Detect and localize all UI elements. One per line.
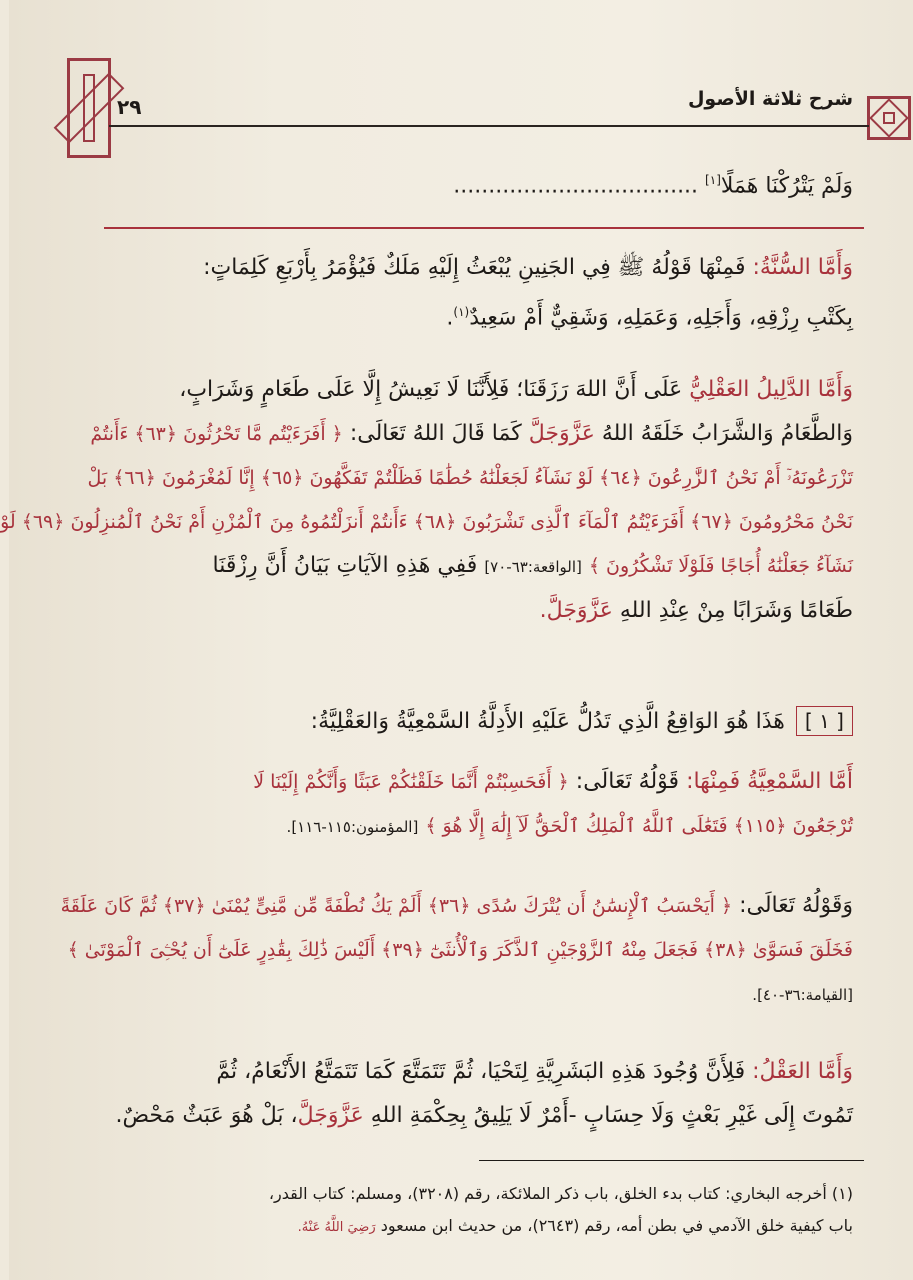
footnote-mark: (١): [453, 305, 470, 319]
footnote-separator: [479, 1160, 864, 1161]
quran-verse: ﴿ أَيَحْسَبُ ٱلْإِنسَٰنُ أَن يُتْرَكَ سُدًى ﴿٣٦﴾ أَلَمْ يَكُ نُطْفَةً مِّن مَّنِىٍّ يُمْنَىٰ ﴿٣٧﴾ ثُمَّ كَانَ عَلَقَةً: [60, 895, 733, 917]
honorific: عَزَّوَجَلَّ: [528, 421, 595, 446]
qiyama-lead: وَقَوْلُهُ تَعَالَى:: [739, 893, 853, 918]
footnote-mark: [١]: [705, 173, 721, 187]
footnote-line-2: باب كيفية خلق الآدمي في بطن أمه، رقم (٢٦٤٣)، من حديث ابن مسعود: [380, 1216, 853, 1235]
sunnah-line-2: بِكَتْبِ رِزْقِهِ، وَأَجَلِهِ، وَعَمَلِهِ، وَشَقِيٌّ أَمْ سَعِيدٌ: [469, 305, 853, 331]
verse-reference: [الواقعة:٦٣-٧٠]: [484, 558, 582, 576]
footnote-line-1: (١) أخرجه البخاري: كتاب بدء الخلق، باب ذكر الملائكة، رقم (٣٢٠٨)، ومسلم: كتاب القدر،: [268, 1184, 853, 1203]
qiyama-paragraph: [60, 884, 853, 1017]
samiyyah-label: أَمَّا السَّمْعِيَّةُ فَمِنْهَا:: [686, 769, 853, 794]
quran-verse: نَحْنُ مَحْرُومُونَ ﴿٦٧﴾ أَفَرَءَيْتُمُ ٱلْمَآءَ ٱلَّذِى تَشْرَبُونَ ﴿٦٨﴾ ءَأَنتُمْ أَنزَلْتُمُوهُ مِنَ ٱلْمُزْنِ أَمْ نَحْنُ ٱلْمُنزِلُونَ ﴿٦٩﴾ لَوْ: [0, 511, 853, 533]
aql-paragraph: [67, 1050, 853, 1138]
aqli-line-4b: فَفِي هَذِهِ الآيَاتِ بَيَانُ أَنَّ رِزْقَنَا: [212, 553, 478, 578]
quran-verse: فَخَلَقَ فَسَوَّىٰ ﴿٣٨﴾ فَجَعَلَ مِنْهُ ٱلزَّوْجَيْنِ ٱلذَّكَرَ وَٱلْأُنثَىٰٓ ﴿٣٩﴾ أَلَيْسَ ذَٰلِكَ بِقَٰدِرٍ عَلَىٰٓ أَن يُحْـِۧىَ ٱلْمَوْتَىٰ ﴾: [67, 939, 853, 961]
aql-line-2a: تَمُوتَ إِلَى غَيْرِ بَعْثٍ وَلَا حِسَابٍ -أَمْرٌ لَا يَلِيقُ بِحِكْمَةِ اللهِ: [370, 1103, 853, 1128]
quran-verse: ﴿ أَفَرَءَيْتُم مَّا تَحْرُثُونَ ﴿٦٣﴾ ءَأَنتُمْ: [90, 423, 343, 445]
verse-reference: [القيامة:٣٦-٤٠].: [752, 986, 853, 1004]
book-title: شرح ثلاثة الأصول: [687, 88, 853, 110]
quran-verse: تُرْجَعُونَ ﴿١١٥﴾ فَتَعَٰلَى ٱللَّهُ ٱلْمَلِكُ ٱلْحَقُّ لَآ إِلَٰهَ إِلَّا هُوَ ﴾: [425, 815, 853, 837]
honorific: عَزَّوَجَلَّ.: [539, 598, 613, 623]
aqli-paragraph: [0, 368, 853, 633]
verse-reference: [المؤمنون:١١٥-١١٦].: [286, 818, 419, 836]
commentary-paragraph: [67, 700, 853, 744]
continuation-line: وَلَمْ يَتْرُكْنَا هَمَلًا: [720, 173, 853, 199]
sunnah-line-1: فَمِنْهَا قَوْلُهُ ﷺ فِي الجَنِينِ يُبْعَثُ إِلَيْهِ مَلَكٌ فَيُؤْمَرُ بِأَرْبَعِ كَلِمَاتٍ:: [203, 255, 746, 280]
honorific: رَضِيَ اللَّهُ عَنْهُ.: [297, 1220, 376, 1235]
aqli-line-2b: كَمَا قَالَ اللهُ تَعَالَى:: [349, 421, 522, 446]
footnote: [67, 1178, 853, 1244]
aqli-line-2a: وَالطَّعَامُ وَالشَّرَابُ خَلَقَهُ اللهُ: [601, 421, 853, 446]
dotted-leader: ...................................: [453, 173, 699, 199]
sunnah-label: وَأَمَّا السُّنَّةُ:: [752, 255, 853, 280]
aqli-line-1: عَلَى أَنَّ اللهَ رَزَقَنَا؛ فَلِأَنَّنَا لَا نَعِيشُ إِلَّا عَلَى طَعَامٍ وَشَرَابٍ،: [179, 377, 683, 402]
aqli-label: وَأَمَّا الدَّلِيلُ العَقْلِيُّ: [689, 377, 853, 402]
aql-label: وَأَمَّا العَقْلُ:: [752, 1059, 853, 1084]
quran-verse: ﴿ أَفَحَسِبْتُمْ أَنَّمَا خَلَقْنَٰكُمْ عَبَثًا وَأَنَّكُمْ إِلَيْنَا لَا: [253, 771, 569, 793]
quran-verse: نَشَآءُ جَعَلْنَٰهُ أُجَاجًا فَلَوْلَا تَشْكُرُونَ ﴾: [588, 555, 853, 577]
aql-line-1: فَلِأَنَّ وُجُودَ هَذِهِ البَشَرِيَّةِ لِتَحْيَا، ثُمَّ تَتَمَتَّعَ كَمَا تَتَمَتَّعُ الأَنْعَامُ، ثُمَّ: [216, 1059, 746, 1084]
samiyyah-lead: قَوْلُهُ تَعَالَى:: [575, 769, 680, 794]
aqli-line-5: طَعَامًا وَشَرَابًا مِنْ عِنْدِ اللهِ: [619, 598, 853, 623]
continuation-text: [67, 158, 853, 208]
commentary-number-badge: [ ١ ]: [796, 706, 853, 736]
commentary-line: هَذَا هُوَ الوَاقِعُ الَّذِي تَدُلُّ عَلَيْهِ الأَدِلَّةُ السَّمْعِيَّةُ وَالعَقْلِيَّةُ:: [310, 709, 785, 734]
header-rule: [109, 125, 869, 127]
aql-line-2b: ، بَلْ هُوَ عَبَثٌ مَحْضٌ.: [115, 1103, 298, 1128]
quran-verse: تَزْرَعُونَهُۥٓ أَمْ نَحْنُ ٱلزَّٰرِعُونَ ﴿٦٤﴾ لَوْ نَشَآءُ لَجَعَلْنَٰهُ حُطَٰمًا فَظَلْتُمْ تَفَكَّهُونَ ﴿٦٥﴾ إِنَّا لَمُغْرَمُونَ ﴿٦٦﴾ بَلْ: [87, 467, 853, 489]
section-separator: [104, 227, 864, 229]
page-number: ٢٩: [117, 95, 142, 119]
sunnah-paragraph: وَأَمَّا السُّنَّةُ: فَمِنْهَا قَوْلُهُ ﷺ فِي الجَنِينِ يُبْعَثُ إِلَيْهِ مَلَكٌ فَيُؤْمَرُ بِأَرْبَعِ كَلِمَاتٍ: بِكَتْبِ رِزْقِهِ، وَأَجَلِهِ، وَعَمَلِهِ، وَشَقِيٌّ أَمْ سَعِيدٌ$^{(١)}$.: [203, 255, 853, 331]
ornament-icon: [867, 96, 911, 140]
ornament-icon: [67, 58, 111, 158]
honorific: عَزَّوَجَلَّ: [297, 1103, 364, 1128]
samiyyah-paragraph: [67, 760, 853, 849]
